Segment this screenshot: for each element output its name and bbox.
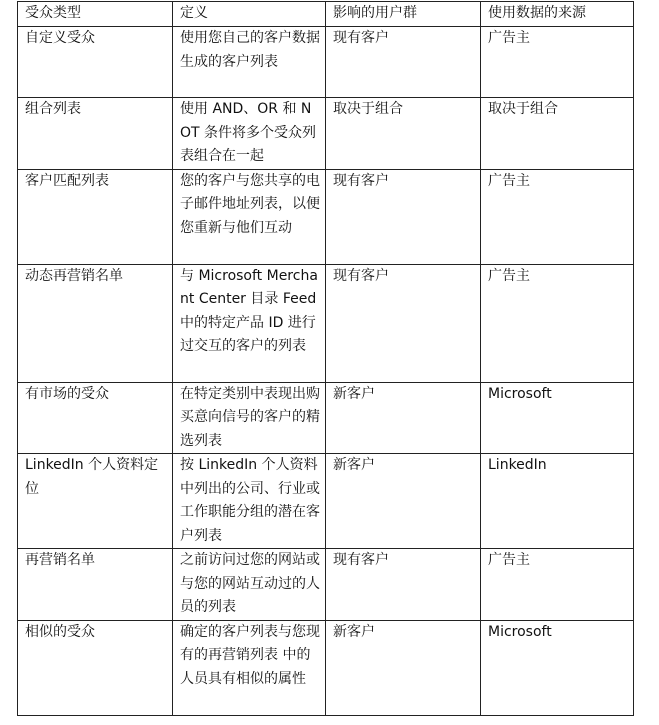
cell-data-source: 广告主 (481, 169, 634, 264)
table-row (18, 454, 634, 549)
audience-table-container (17, 1, 634, 716)
table-row (18, 549, 634, 621)
cell-definition: 之前访问过您的网站或与您的网站互动过的人员的列表 (173, 549, 326, 621)
cell-affected-users: 新客户 (326, 454, 481, 549)
cell-data-source: LinkedIn (481, 454, 634, 549)
cell-affected-users: 现有客户 (326, 549, 481, 621)
cell-audience-type: 动态再营销名单 (18, 264, 173, 382)
cell-data-source: 广告主 (481, 264, 634, 382)
cell-data-source: Microsoft (481, 382, 634, 454)
cell-affected-users: 现有客户 (326, 169, 481, 264)
header-affected-users: 影响的用户群 (326, 2, 481, 27)
cell-audience-type: LinkedIn 个人资料定位 (18, 454, 173, 549)
cell-data-source: 广告主 (481, 27, 634, 98)
audience-types-table (17, 1, 634, 716)
table-row (18, 382, 634, 454)
table-header-row (18, 2, 634, 27)
header-data-source: 使用数据的来源 (481, 2, 634, 27)
table-row (18, 98, 634, 170)
table-row (18, 27, 634, 98)
cell-audience-type: 相似的受众 (18, 620, 173, 715)
cell-definition: 您的客户与您共享的电子邮件地址列表，以便您重新与他们互动 (173, 169, 326, 264)
table-row (18, 169, 634, 264)
cell-data-source: 广告主 (481, 549, 634, 621)
cell-data-source: 取决于组合 (481, 98, 634, 170)
header-definition: 定义 (173, 2, 326, 27)
cell-definition: 使用 AND、OR 和 NOT 条件将多个受众列表组合在一起 (173, 98, 326, 170)
cell-definition: 确定的客户列表与您现有的再营销列表 中的人员具有相似的属性 (173, 620, 326, 715)
cell-definition: 按 LinkedIn 个人资料中列出的公司、行业或工作职能分组的潜在客户列表 (173, 454, 326, 549)
cell-audience-type: 再营销名单 (18, 549, 173, 621)
cell-data-source: Microsoft (481, 620, 634, 715)
table-row (18, 620, 634, 715)
cell-affected-users: 取决于组合 (326, 98, 481, 170)
cell-audience-type: 有市场的受众 (18, 382, 173, 454)
cell-affected-users: 新客户 (326, 620, 481, 715)
cell-affected-users: 现有客户 (326, 27, 481, 98)
header-audience-type: 受众类型 (18, 2, 173, 27)
cell-affected-users: 新客户 (326, 382, 481, 454)
cell-audience-type: 自定义受众 (18, 27, 173, 98)
cell-audience-type: 客户匹配列表 (18, 169, 173, 264)
cell-definition: 使用您自己的客户数据生成的客户列表 (173, 27, 326, 98)
cell-definition: 与 Microsoft Merchant Center 目录 Feed 中的特定产品 ID 进行过交互的客户的列表 (173, 264, 326, 382)
cell-definition: 在特定类别中表现出购买意向信号的客户的精选列表 (173, 382, 326, 454)
table-row (18, 264, 634, 382)
cell-affected-users: 现有客户 (326, 264, 481, 382)
cell-audience-type: 组合列表 (18, 98, 173, 170)
